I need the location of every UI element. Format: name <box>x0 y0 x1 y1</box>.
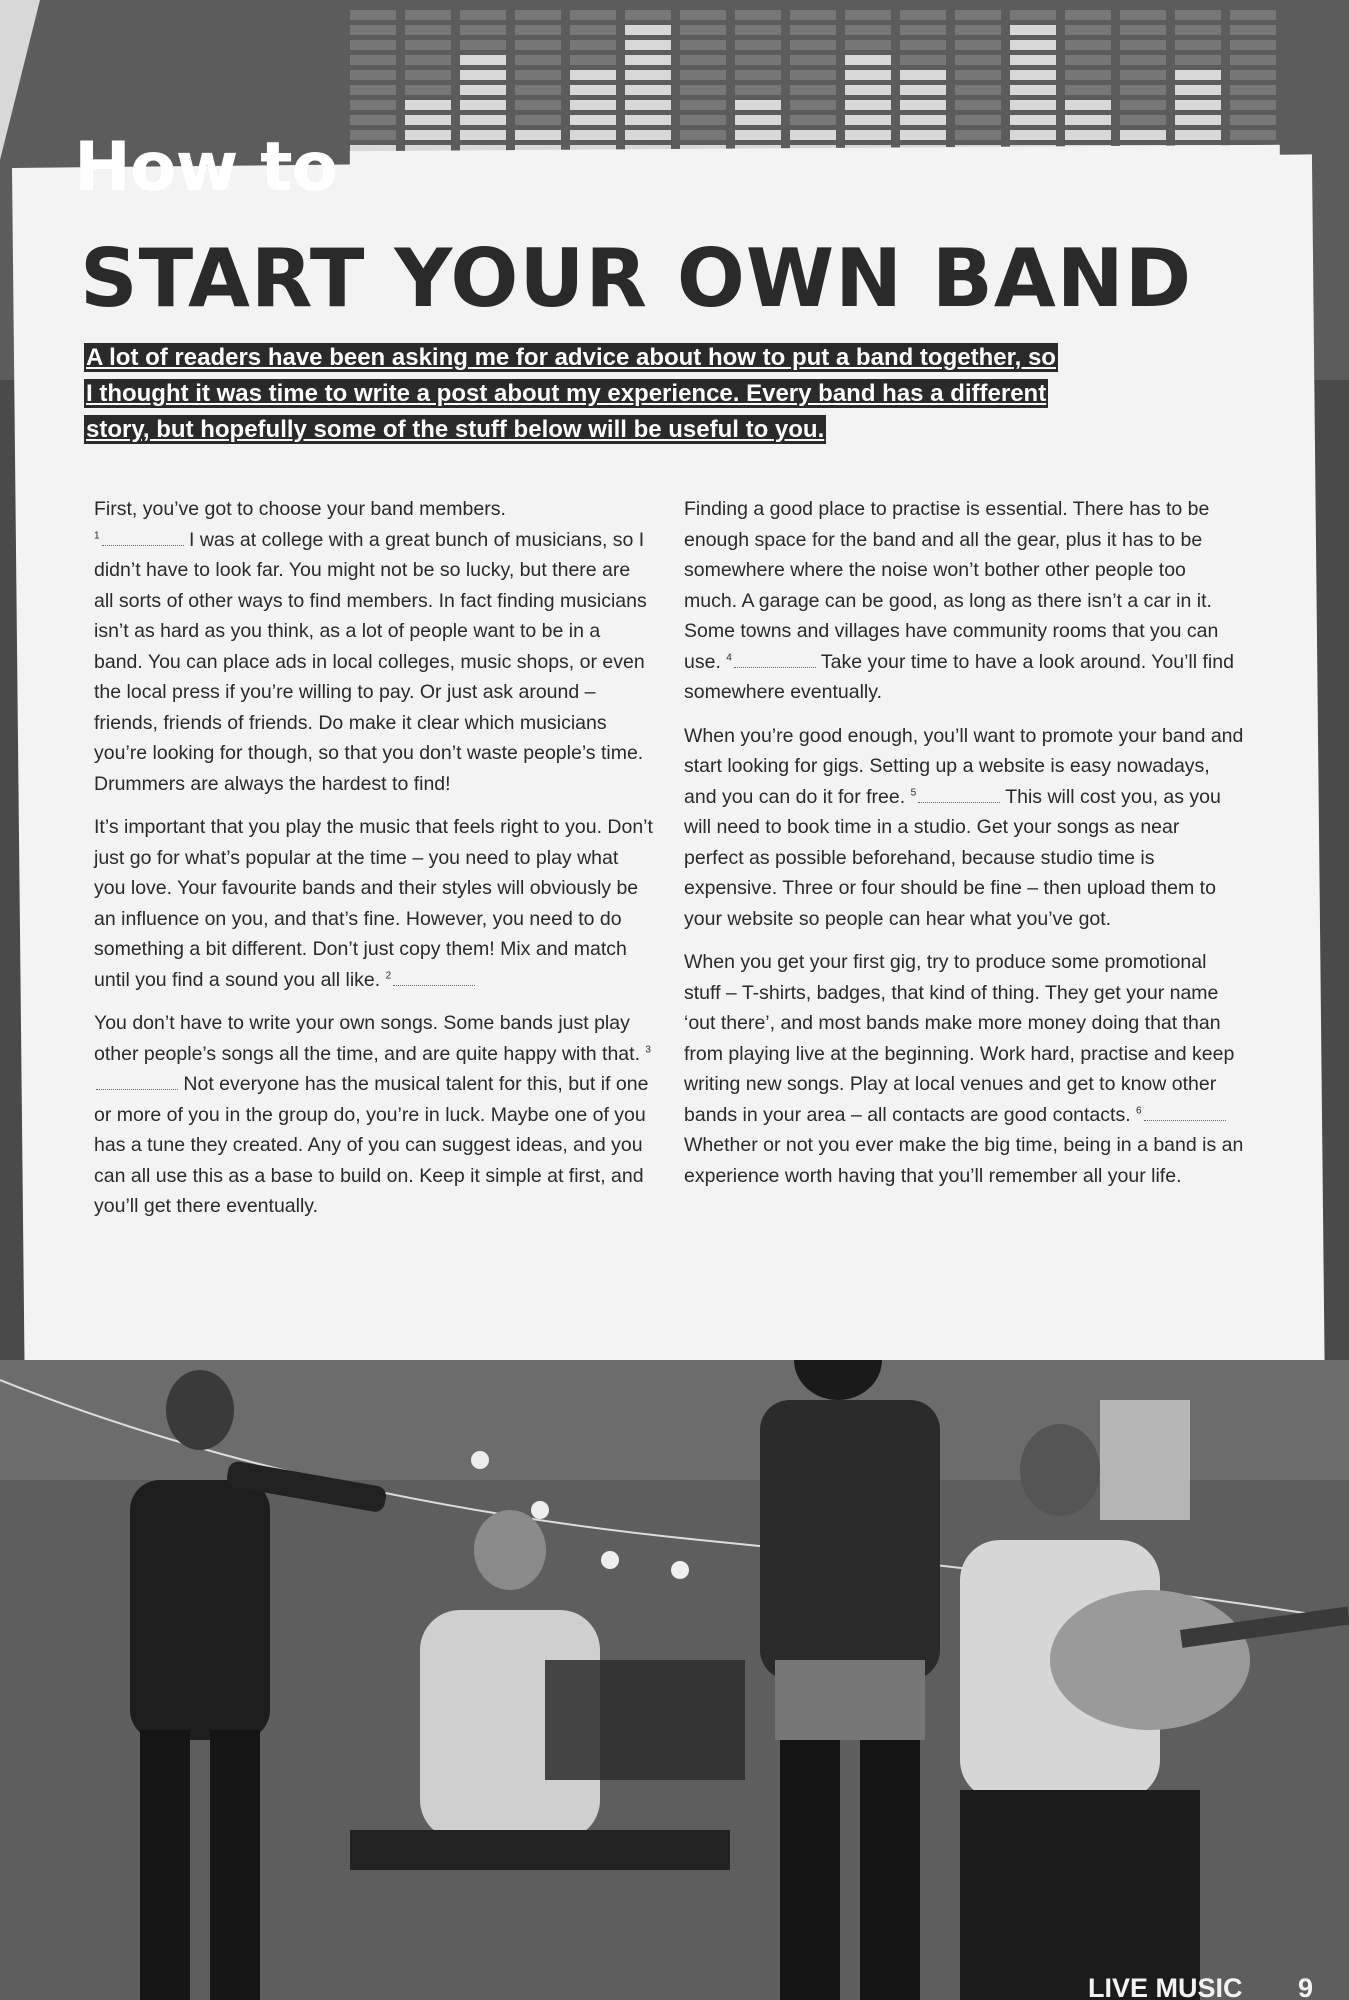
equalizer-bar-segment <box>1175 130 1221 140</box>
gap-number: 2 <box>385 970 392 981</box>
equalizer-bar-segment <box>1065 85 1111 95</box>
equalizer-bar-segment <box>1010 85 1056 95</box>
equalizer-bar-segment <box>1010 10 1056 20</box>
equalizer-bar-segment <box>405 85 451 95</box>
equalizer-bar-segment <box>460 40 506 50</box>
equalizer-bar-segment <box>900 70 946 80</box>
equalizer-bar-segment <box>1230 25 1276 35</box>
equalizer-bar-segment <box>350 100 396 110</box>
equalizer-bar-segment <box>350 130 396 140</box>
equalizer-bar-segment <box>1010 40 1056 50</box>
equalizer-bar-segment <box>1065 25 1111 35</box>
paragraph-text: First, you’ve got to choose your band members. <box>94 498 506 520</box>
paragraph-text: Not everyone has the musical talent for this, but if one or more of you in the group do, you’re in luck. Maybe one of you has a tune they created. Any of you can suggest ideas, and you can all use this as a base to build on. Keep it simple at first, and you’ll get there eventually. <box>94 1073 649 1217</box>
equalizer-bar-segment <box>405 115 451 125</box>
equalizer-bar-segment <box>845 25 891 35</box>
paragraph-text: Finding a good place to practise is essential. There has to be enough space for the band and all the gear, plus it has to be somewhere where the noise won’t bother other people too much. A garage can be good, as long as there isn’t a car in it. Some towns and villages have community rooms that you can use. <box>684 498 1219 673</box>
equalizer-bar-segment <box>680 40 726 50</box>
equalizer-bar-segment <box>350 85 396 95</box>
equalizer-bar-segment <box>570 10 616 20</box>
equalizer-bar-segment <box>515 10 561 20</box>
paragraph-text: When you’re good enough, you’ll want to promote your band and start looking for gigs. Setting up a website is easy nowadays, and you can do it for free. <box>684 724 1244 808</box>
paragraph-text: When you get your first gig, try to produce some promotional stuff – T-shirts, badges, that kind of thing. They get your name ‘out there’, and most bands make more money doing that than from playing live at the beginning. Work hard, practise and keep writing new songs. Play at local venues and get to know other bands in your area – all contacts are good contacts. <box>684 951 1235 1126</box>
equalizer-bar-segment <box>515 85 561 95</box>
equalizer-bar-segment <box>1010 25 1056 35</box>
paragraph <box>684 494 1244 708</box>
equalizer-bar-segment <box>1120 10 1166 20</box>
equalizer-bar-segment <box>955 70 1001 80</box>
equalizer-bar-segment <box>1175 115 1221 125</box>
equalizer-bar-segment <box>1120 40 1166 50</box>
paragraph <box>94 1008 654 1222</box>
equalizer-bar-segment <box>845 100 891 110</box>
equalizer-bar-segment <box>625 115 671 125</box>
page-title: START YOUR OWN BAND <box>80 232 1193 325</box>
equalizer-bar-segment <box>1120 100 1166 110</box>
paragraph-text: You don’t have to write your own songs. Some bands just play other people’s songs all the time, and are quite happy with that. <box>94 1012 640 1065</box>
equalizer-bar-segment <box>350 115 396 125</box>
equalizer-bar-segment <box>1175 70 1221 80</box>
equalizer-bar-segment <box>1230 55 1276 65</box>
equalizer-bar-segment <box>735 10 781 20</box>
gap-number: 3 <box>645 1044 651 1055</box>
equalizer-bar-segment <box>1120 70 1166 80</box>
equalizer-bar-segment <box>460 130 506 140</box>
equalizer-bar-segment <box>1010 100 1056 110</box>
gap-number: 5 <box>910 787 917 798</box>
equalizer-bar-segment <box>515 100 561 110</box>
equalizer-bar-segment <box>680 10 726 20</box>
equalizer-bar-segment <box>1175 25 1221 35</box>
equalizer-bar-segment <box>790 40 836 50</box>
equalizer-bar-segment <box>625 130 671 140</box>
equalizer-bar-segment <box>735 130 781 140</box>
equalizer-bar-segment <box>845 55 891 65</box>
equalizer-bar-segment <box>515 55 561 65</box>
equalizer-bar-segment <box>405 130 451 140</box>
equalizer-bar-segment <box>790 85 836 95</box>
intro-line: story, but hopefully some of the stuff below will be useful to you. <box>86 416 825 443</box>
equalizer-bar-segment <box>790 70 836 80</box>
equalizer-bar-segment <box>735 55 781 65</box>
equalizer-bar-segment <box>405 40 451 50</box>
equalizer-bar-segment <box>1010 70 1056 80</box>
paragraph-text: Take your time to have a look around. You’ll find somewhere eventually. <box>684 650 1234 703</box>
equalizer-bar-segment <box>1175 85 1221 95</box>
equalizer-bar-segment <box>1065 10 1111 20</box>
paragraph <box>94 812 654 995</box>
equalizer-bar-segment <box>1065 55 1111 65</box>
equalizer-bar-segment <box>460 100 506 110</box>
equalizer-bar-segment <box>350 25 396 35</box>
equalizer-bar-segment <box>625 70 671 80</box>
equalizer-bar-segment <box>460 70 506 80</box>
equalizer-bar-segment <box>790 55 836 65</box>
equalizer-bar-segment <box>625 40 671 50</box>
equalizer-bar-segment <box>570 115 616 125</box>
paragraph-text: This will cost you, as you will need to book time in a studio. Get your songs as near perfect as possible beforehand, because studio time is expensive. Three or four should be fine – then upload them to your website so people can hear what you’ve got. <box>684 785 1221 930</box>
equalizer-bar-segment <box>460 25 506 35</box>
equalizer-bar-segment <box>900 25 946 35</box>
equalizer-bar-segment <box>460 115 506 125</box>
band-photo <box>0 1360 1349 2000</box>
equalizer-bar-segment <box>735 115 781 125</box>
equalizer-bar-segment <box>1120 85 1166 95</box>
gap-blank[interactable] <box>96 1070 178 1091</box>
equalizer-bar-segment <box>790 10 836 20</box>
equalizer-bar-segment <box>1175 55 1221 65</box>
equalizer-bar-segment <box>1010 55 1056 65</box>
paragraph-text: It’s important that you play the music that feels right to you. Don’t just go for what’s popular at the time – you need to play what you love. Your favourite bands and their styles will obviously be an influence on you, and that’s fine. However, you need to do something a bit different. Don’t just copy them! Mix and match until you find a sound you all like. <box>94 816 653 991</box>
equalizer-bar-segment <box>680 85 726 95</box>
equalizer-bar-segment <box>1230 85 1276 95</box>
equalizer-bar-segment <box>1230 100 1276 110</box>
equalizer-bar-segment <box>680 25 726 35</box>
equalizer-bar-segment <box>955 115 1001 125</box>
equalizer-bar-segment <box>350 70 396 80</box>
equalizer-bar-segment <box>735 85 781 95</box>
equalizer-bar-segment <box>1065 40 1111 50</box>
equalizer-bar-segment <box>570 25 616 35</box>
gap-blank[interactable] <box>102 525 184 546</box>
equalizer-bar-segment <box>790 25 836 35</box>
equalizer-bar-segment <box>350 40 396 50</box>
article-column-right <box>684 494 1244 1204</box>
equalizer-bar-segment <box>460 10 506 20</box>
equalizer-bar-segment <box>405 55 451 65</box>
equalizer-bar-segment <box>900 130 946 140</box>
equalizer-bar-segment <box>570 100 616 110</box>
gap-blank[interactable] <box>918 782 1000 803</box>
equalizer-bar-segment <box>900 100 946 110</box>
equalizer-bar-segment <box>955 40 1001 50</box>
equalizer-bar-segment <box>1120 25 1166 35</box>
gap-blank[interactable] <box>734 647 816 668</box>
equalizer-bar-segment <box>845 10 891 20</box>
equalizer-bar-segment <box>1230 40 1276 50</box>
equalizer-bar-segment <box>570 130 616 140</box>
equalizer-bar-segment <box>515 130 561 140</box>
equalizer-bar-segment <box>845 85 891 95</box>
equalizer-bar-segment <box>1175 10 1221 20</box>
equalizer-bar-segment <box>955 100 1001 110</box>
equalizer-bar-segment <box>570 55 616 65</box>
equalizer-bar-segment <box>460 85 506 95</box>
equalizer-bar-segment <box>1175 100 1221 110</box>
equalizer-bar-segment <box>515 40 561 50</box>
equalizer-bar-segment <box>350 55 396 65</box>
equalizer-bar-segment <box>1120 115 1166 125</box>
equalizer-bar-segment <box>900 115 946 125</box>
equalizer-bar-segment <box>735 70 781 80</box>
equalizer-bar-segment <box>625 85 671 95</box>
equalizer-bar-segment <box>955 25 1001 35</box>
equalizer-bar-segment <box>1010 130 1056 140</box>
equalizer-bar-segment <box>1065 70 1111 80</box>
equalizer-bar-segment <box>680 55 726 65</box>
equalizer-bar-segment <box>350 10 396 20</box>
equalizer-bar-segment <box>1010 115 1056 125</box>
equalizer-bar-segment <box>900 40 946 50</box>
equalizer-bar-segment <box>570 85 616 95</box>
equalizer-bar-segment <box>845 70 891 80</box>
equalizer-bar-segment <box>460 55 506 65</box>
gap-number: 1 <box>94 530 100 541</box>
gap-number: 4 <box>726 652 732 663</box>
article-column-left <box>94 494 654 1235</box>
equalizer-bar-segment <box>515 25 561 35</box>
equalizer-bar-segment <box>900 55 946 65</box>
equalizer-bar-segment <box>845 40 891 50</box>
paragraph-text: I was at college with a great bunch of musicians, so I didn’t have to look far. You might not be so lucky, but there are all sorts of other ways to find members. In fact finding musicians isn’t as hard as you think, as a lot of people want to be in a band. You can place ads in local colleges, music shops, or even the local press if you’re willing to pay. Or just ask around – friends, friends of friends. Do make it clear which musicians you’re looking for though, so that you don’t waste people’s time. Drummers are always the hardest to find! <box>94 528 647 795</box>
intro-standfirst <box>84 340 1234 448</box>
equalizer-bar-segment <box>625 55 671 65</box>
intro-line: I thought it was time to write a post about my experience. Every band has a different <box>86 380 1047 407</box>
gap-number: 6 <box>1136 1105 1142 1116</box>
equalizer-bar-segment <box>955 10 1001 20</box>
equalizer-bar-segment <box>735 25 781 35</box>
equalizer-bar-segment <box>515 70 561 80</box>
band-photo-illustration <box>0 1360 1349 2000</box>
equalizer-bar-segment <box>1065 100 1111 110</box>
paragraph <box>684 721 1244 935</box>
equalizer-bar-segment <box>790 115 836 125</box>
equalizer-bar-segment <box>680 70 726 80</box>
equalizer-bar-segment <box>625 10 671 20</box>
gap-blank[interactable] <box>393 965 475 986</box>
equalizer-bar-segment <box>1230 70 1276 80</box>
equalizer-bar-segment <box>955 130 1001 140</box>
equalizer-bar-segment <box>1065 130 1111 140</box>
equalizer-bar-segment <box>1065 115 1111 125</box>
equalizer-bar-segment <box>570 70 616 80</box>
equalizer-bar-segment <box>900 85 946 95</box>
kicker-heading: How to <box>74 128 338 207</box>
intro-line: A lot of readers have been asking me for advice about how to put a band together, so <box>86 344 1056 371</box>
equalizer-bar-segment <box>1120 130 1166 140</box>
equalizer-bar-segment <box>570 40 616 50</box>
page-number: 9 <box>1298 1973 1314 2000</box>
equalizer-bar-segment <box>845 130 891 140</box>
equalizer-bar-segment <box>1230 10 1276 20</box>
equalizer-bar-segment <box>680 115 726 125</box>
equalizer-bar-segment <box>405 10 451 20</box>
equalizer-bar-segment <box>680 130 726 140</box>
equalizer-bar-segment <box>1175 40 1221 50</box>
equalizer-bar-segment <box>845 115 891 125</box>
paragraph <box>94 494 654 799</box>
equalizer-bar-segment <box>955 85 1001 95</box>
gap-blank[interactable] <box>1144 1100 1226 1121</box>
equalizer-bar-segment <box>735 100 781 110</box>
equalizer-bar-segment <box>790 100 836 110</box>
equalizer-bar-segment <box>1230 130 1276 140</box>
equalizer-bar-segment <box>900 10 946 20</box>
equalizer-bar-segment <box>1230 115 1276 125</box>
equalizer-bar-segment <box>625 100 671 110</box>
paragraph-text: Whether or not you ever make the big time, being in a band is an experience worth having that you’ll remember all your life. <box>684 1134 1244 1187</box>
equalizer-bar-segment <box>1120 55 1166 65</box>
section-label: LIVE MUSIC <box>1088 1973 1243 2000</box>
paragraph <box>684 947 1244 1191</box>
equalizer-bar-segment <box>405 25 451 35</box>
equalizer-bar-segment <box>680 100 726 110</box>
equalizer-bar-segment <box>405 100 451 110</box>
equalizer-bar-segment <box>405 70 451 80</box>
equalizer-bar-segment <box>955 55 1001 65</box>
equalizer-bar-segment <box>735 40 781 50</box>
equalizer-bar-segment <box>625 25 671 35</box>
equalizer-bar-segment <box>515 115 561 125</box>
equalizer-bar-segment <box>790 130 836 140</box>
